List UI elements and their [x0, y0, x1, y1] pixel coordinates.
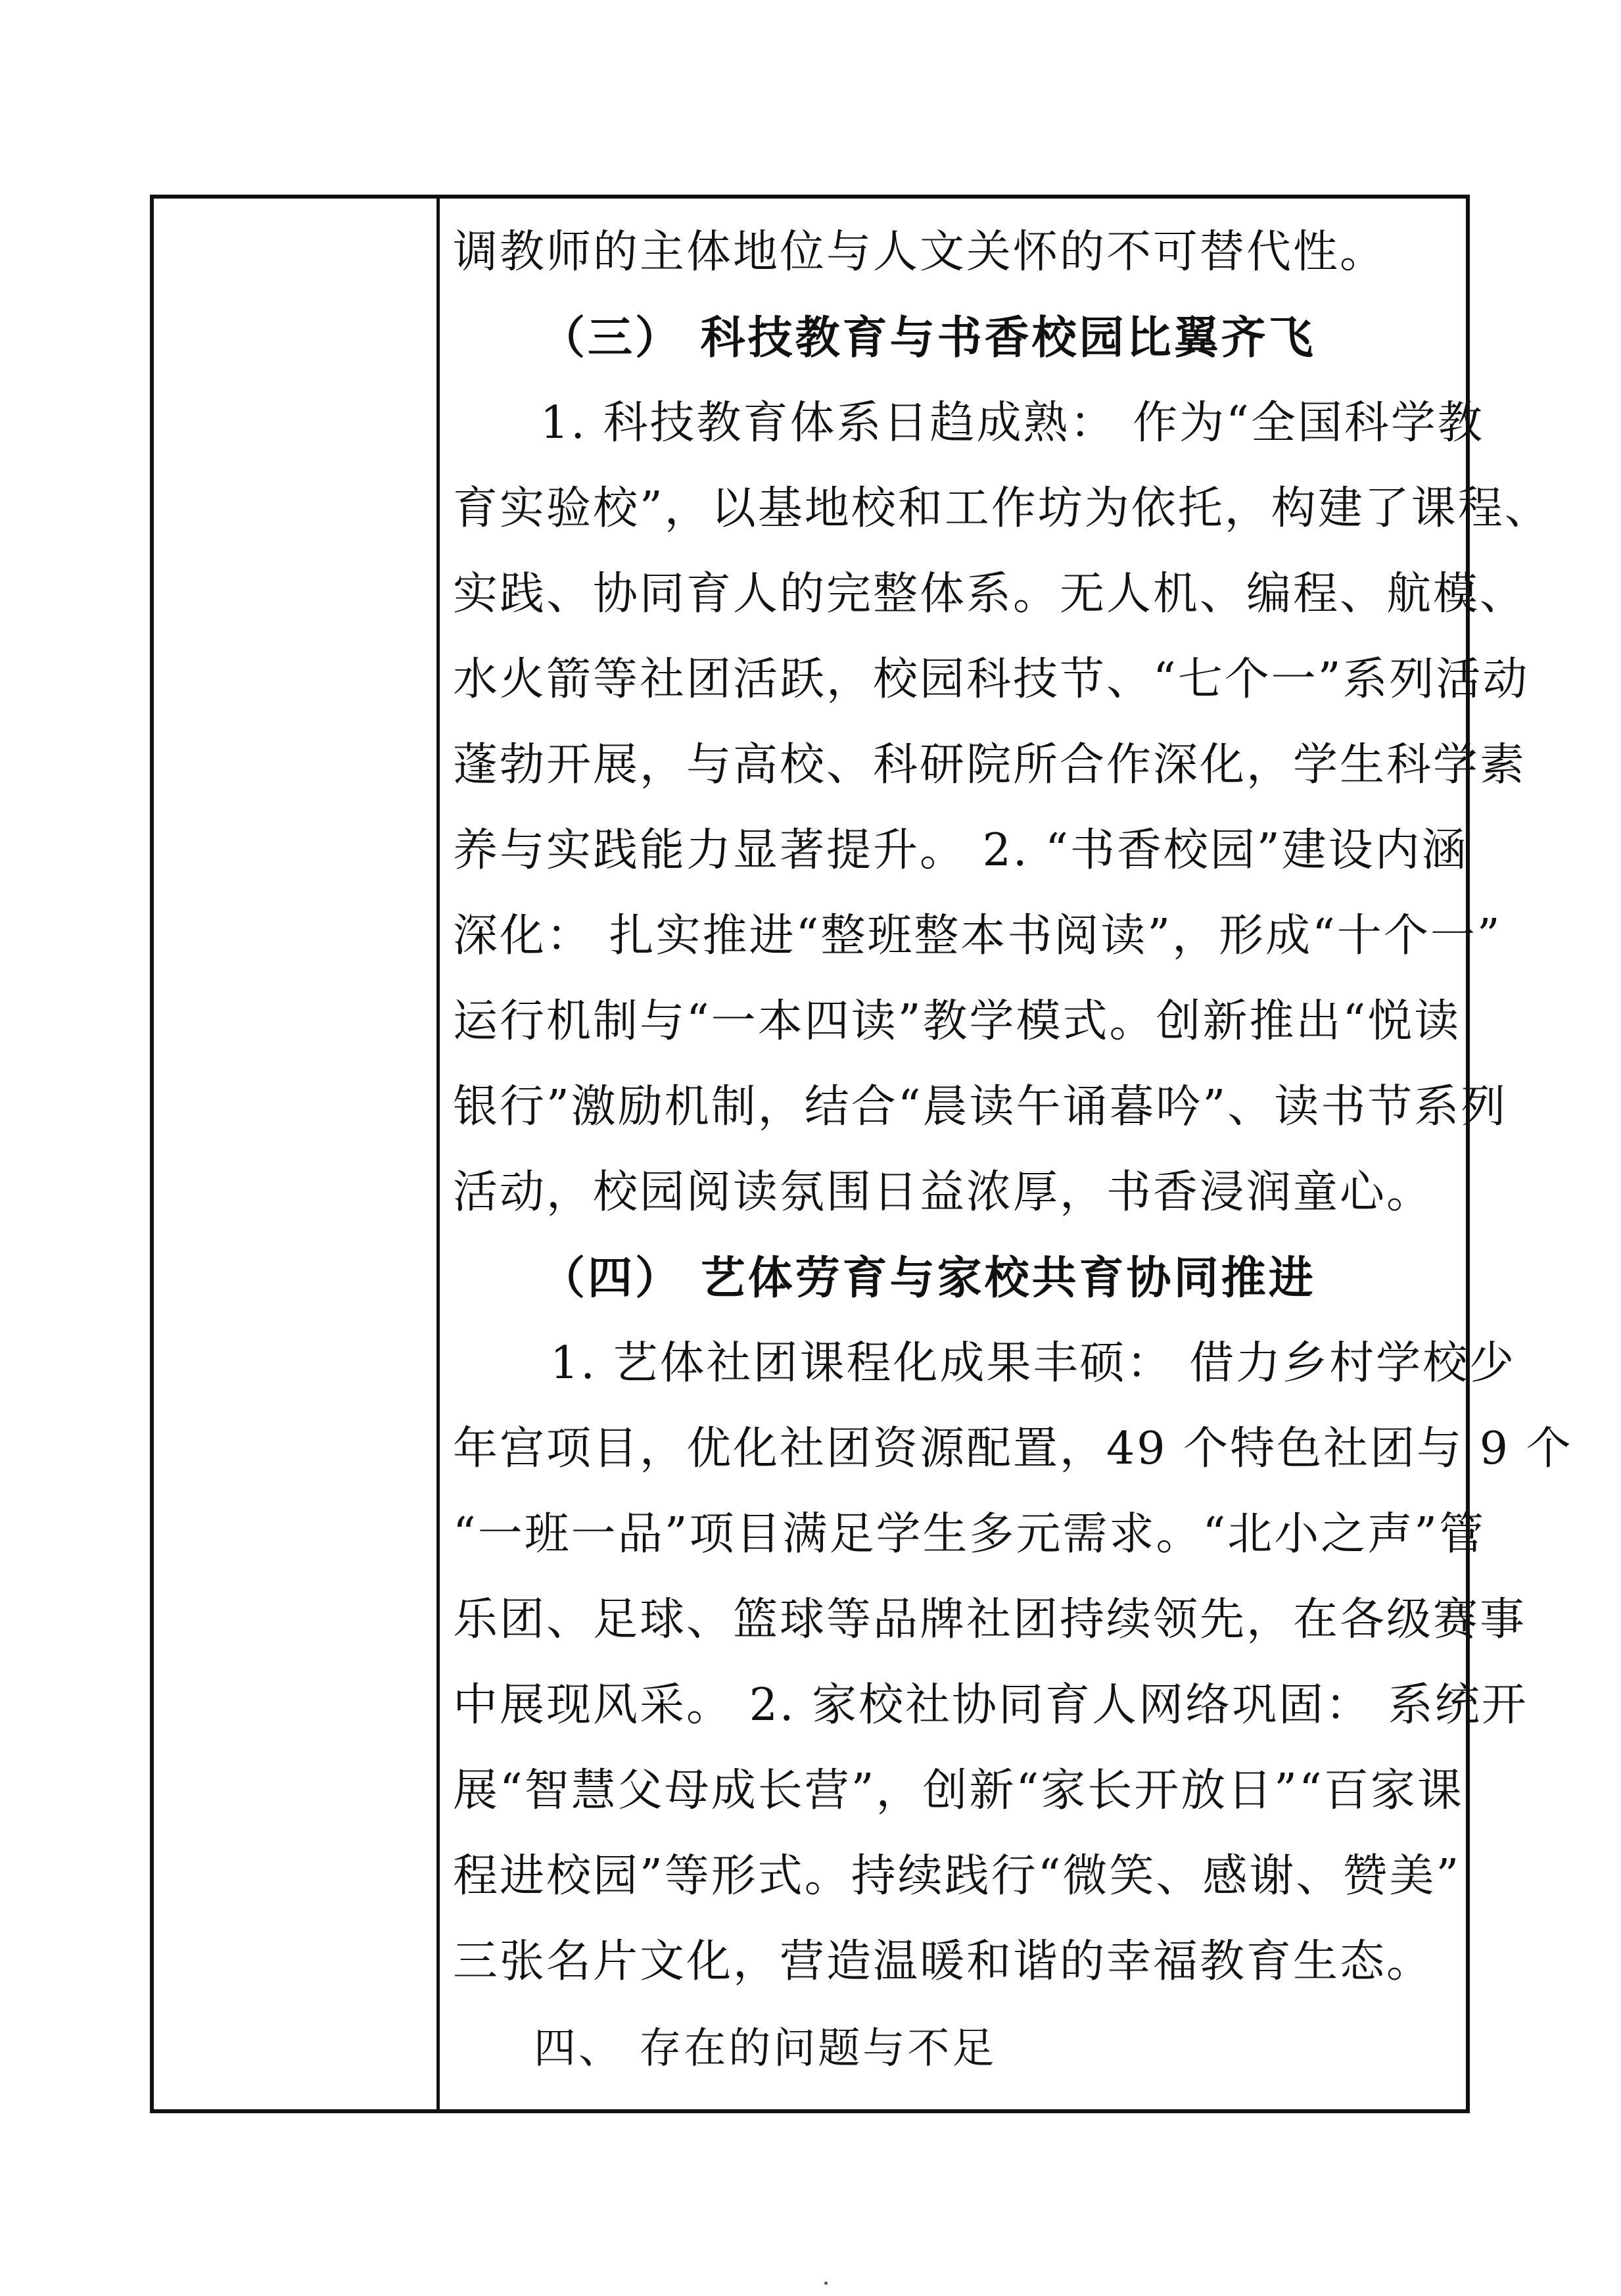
body-line: 中展现风采。 2. 家校社协同育人网络巩固： 系统开	[453, 1679, 1528, 1731]
scan-artifact	[824, 2282, 828, 2285]
body-line: 1. 科技教育体系日趋成熟： 作为“全国科学教	[540, 397, 1484, 449]
body-line: 银行”激励机制，结合“晨读午诵暮吟”、读书节系列	[453, 1081, 1508, 1133]
body-line: 蓬勃开展，与高校、科研院所合作深化，学生科学素	[453, 739, 1527, 791]
body-line: 养与实践能力显著提升。 2. “书香校园”建设内涵	[453, 825, 1468, 876]
body-line: 调教师的主体地位与人文关怀的不可替代性。	[453, 226, 1387, 278]
body-line: “一班一品”项目满足学生多元需求。“北小之声”管	[453, 1508, 1486, 1560]
section-title-4: 四、 存在的问题与不足	[534, 2024, 997, 2073]
body-line: 三张名片文化，营造温暖和谐的幸福教育生态。	[453, 1936, 1434, 1988]
body-line: 乐团、足球、篮球等品牌社团持续领先，在各级赛事	[453, 1594, 1527, 1646]
body-line: 实践、协同育人的完整体系。无人机、编程、航模、	[453, 568, 1527, 620]
section-heading-3: （三） 科技教育与书香校园比翼齐飞	[540, 312, 1316, 364]
body-line: 水火箭等社团活跃，校园科技节、“七个一”系列活动	[453, 654, 1530, 706]
body-line: 活动，校园阅读氛围日益浓厚，书香浸润童心。	[453, 1166, 1434, 1218]
content-cell	[440, 199, 1573, 2109]
form-table	[150, 195, 1573, 2113]
body-line: 年宫项目，优化社团资源配置，49 个特色社团与 9 个	[453, 1423, 1573, 1475]
body-line: 运行机制与“一本四读”教学模式。创新推出“悦读	[453, 995, 1461, 1047]
section-heading-4: （四） 艺体劳育与家校共育协同推进	[540, 1252, 1316, 1304]
body-line: 1. 艺体社团课程化成果丰硕： 借力乡村学校少	[550, 1337, 1516, 1389]
body-line: 展“智慧父母成长营”，创新“家长开放日”“百家课	[453, 1765, 1464, 1817]
body-line: 程进校园”等形式。持续践行“微笑、感谢、赞美”	[453, 1850, 1461, 1902]
body-line: 育实验校”，以基地校和工作坊为依托，构建了课程、	[453, 483, 1551, 535]
body-line: 深化： 扎实推进“整班整本书阅读”，形成“十个一”	[453, 910, 1502, 962]
